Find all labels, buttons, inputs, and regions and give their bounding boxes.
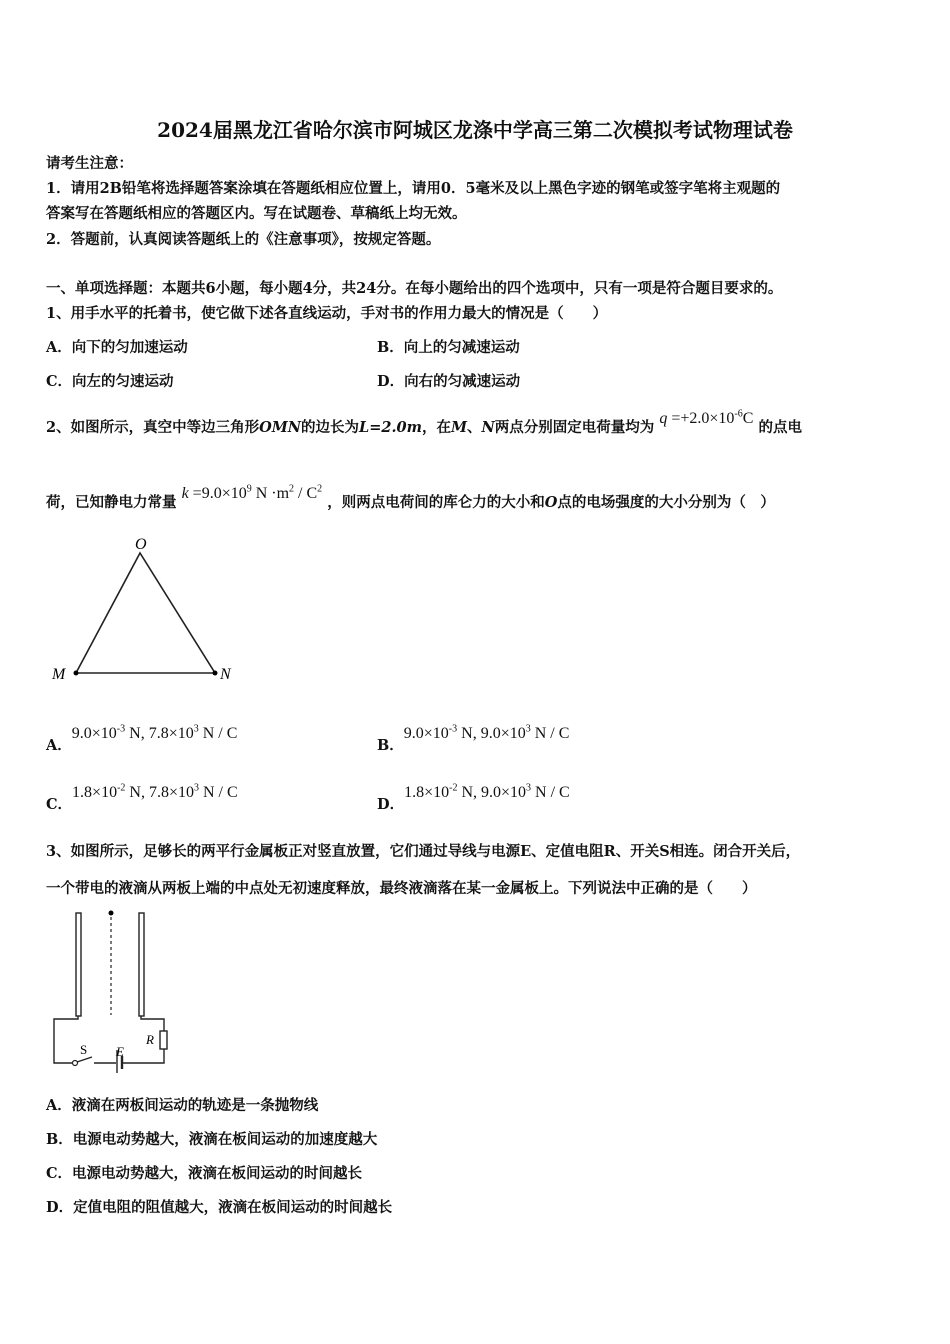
point-n xyxy=(213,671,218,676)
notice-line-2: 2．答题前，认真阅读答题纸上的《注意事项》，按规定答题。 xyxy=(46,231,441,248)
metal-plate-left xyxy=(76,913,81,1016)
point-m xyxy=(74,671,79,676)
metal-plate-right xyxy=(139,913,144,1016)
q1-option-a: A．向下的匀加速运动 xyxy=(46,339,188,356)
notice-heading: 请考生注意： xyxy=(46,155,133,172)
q2-stem-line-1: 2、如图所示，真空中等边三角形OMN的边长为L=2.0m，在M、N两点分别固定电荷量均为 $q =+2.0\times 10^{-6}C$ 的点电 xyxy=(46,408,802,436)
q2-option-c: C．$1.8\times 10^{-2}$ N, $7.8\times 10^3$ N / C xyxy=(46,782,238,813)
q3-option-a: A．液滴在两板间运动的轨迹是一条抛物线 xyxy=(46,1097,319,1114)
q3-stem-line-1: 3、如图所示，足够长的两平行金属板正对竖直放置，它们通过导线与电源E、定值电阻R、开关S相连。闭合开关后， xyxy=(46,843,801,860)
q1-option-c: C．向左的匀速运动 xyxy=(46,373,174,390)
switch-s xyxy=(77,1057,92,1062)
page-title: 2024届黑龙江省哈尔滨市阿城区龙涤中学高三第二次模拟考试物理试卷 xyxy=(157,118,793,142)
notice-line-1: 1．请用2B铅笔将选择题答案涂填在答题纸相应位置上，请用0．5毫米及以上黑色字迹的钢笔或签字笔将主观题的 xyxy=(46,180,781,197)
wire-bottom-right xyxy=(122,1049,164,1063)
label-n: N xyxy=(220,666,231,683)
triangle-figure xyxy=(40,530,250,690)
label-o: O xyxy=(135,536,147,553)
q3-option-c: C．电源电动势越大，液滴在板间运动的时间越长 xyxy=(46,1165,363,1182)
wire-left xyxy=(54,1016,78,1063)
label-s: S xyxy=(80,1042,88,1057)
label-m: M xyxy=(52,666,66,683)
resistor-r xyxy=(160,1031,167,1049)
section-heading: 一、单项选择题：本题共6小题，每小题4分，共24分。在每小题给出的四个选项中，只有一项是符合题目要求的。 xyxy=(46,280,783,297)
q2-option-a: A．$9.0\times 10^{-3}$ N, $7.8\times 10^3$ N / C xyxy=(46,723,238,754)
notice-line-1b: 答案写在答题纸相应的答题区内。写在试题卷、草稿纸上均无效。 xyxy=(46,205,467,222)
label-r: R xyxy=(146,1032,154,1047)
q1-stem: 1、用手水平的托着书，使它做下述各直线运动，手对书的作用力最大的情况是（ ） xyxy=(46,305,608,322)
q3-option-b: B．电源电动势越大，液滴在板间运动的加速度越大 xyxy=(46,1131,378,1148)
q2-stem-line-2: 荷，已知静电力常量 $k =9.0\times 10^9$ $N \cdot m^2 / C^2$ ，则两点电荷间的库仑力的大小和O点的电场强度的大小分别为（ ） xyxy=(46,483,775,511)
capacitor-circuit-figure xyxy=(40,905,180,1075)
q2-k-formula: $k =9.0\times 10^9$ $N \cdot m^2 / C^2$ xyxy=(181,483,323,502)
q2-charge-formula: $q =+2.0\times 10^{-6}C$ xyxy=(659,408,754,427)
droplet xyxy=(109,911,114,916)
q3-stem-line-2: 一个带电的液滴从两板上端的中点处无初速度释放，最终液滴落在某一金属板上。下列说法中正确的是（ ） xyxy=(46,880,757,897)
triangle-omn xyxy=(76,553,215,673)
q2-option-d: D．$1.8\times 10^{-2}$ N, $9.0\times 10^3$ N / C xyxy=(377,782,570,813)
label-e: E xyxy=(116,1044,124,1059)
q2-option-b: B．$9.0\times 10^{-3}$ N, $9.0\times 10^3$ N / C xyxy=(377,723,570,754)
q1-option-b: B．向上的匀减速运动 xyxy=(377,339,520,356)
wire-right xyxy=(141,1016,164,1031)
q3-option-d: D．定值电阻的阻值越大，液滴在板间运动的时间越长 xyxy=(46,1199,393,1216)
q1-option-d: D．向右的匀减速运动 xyxy=(377,373,521,390)
switch-contact xyxy=(73,1061,78,1066)
